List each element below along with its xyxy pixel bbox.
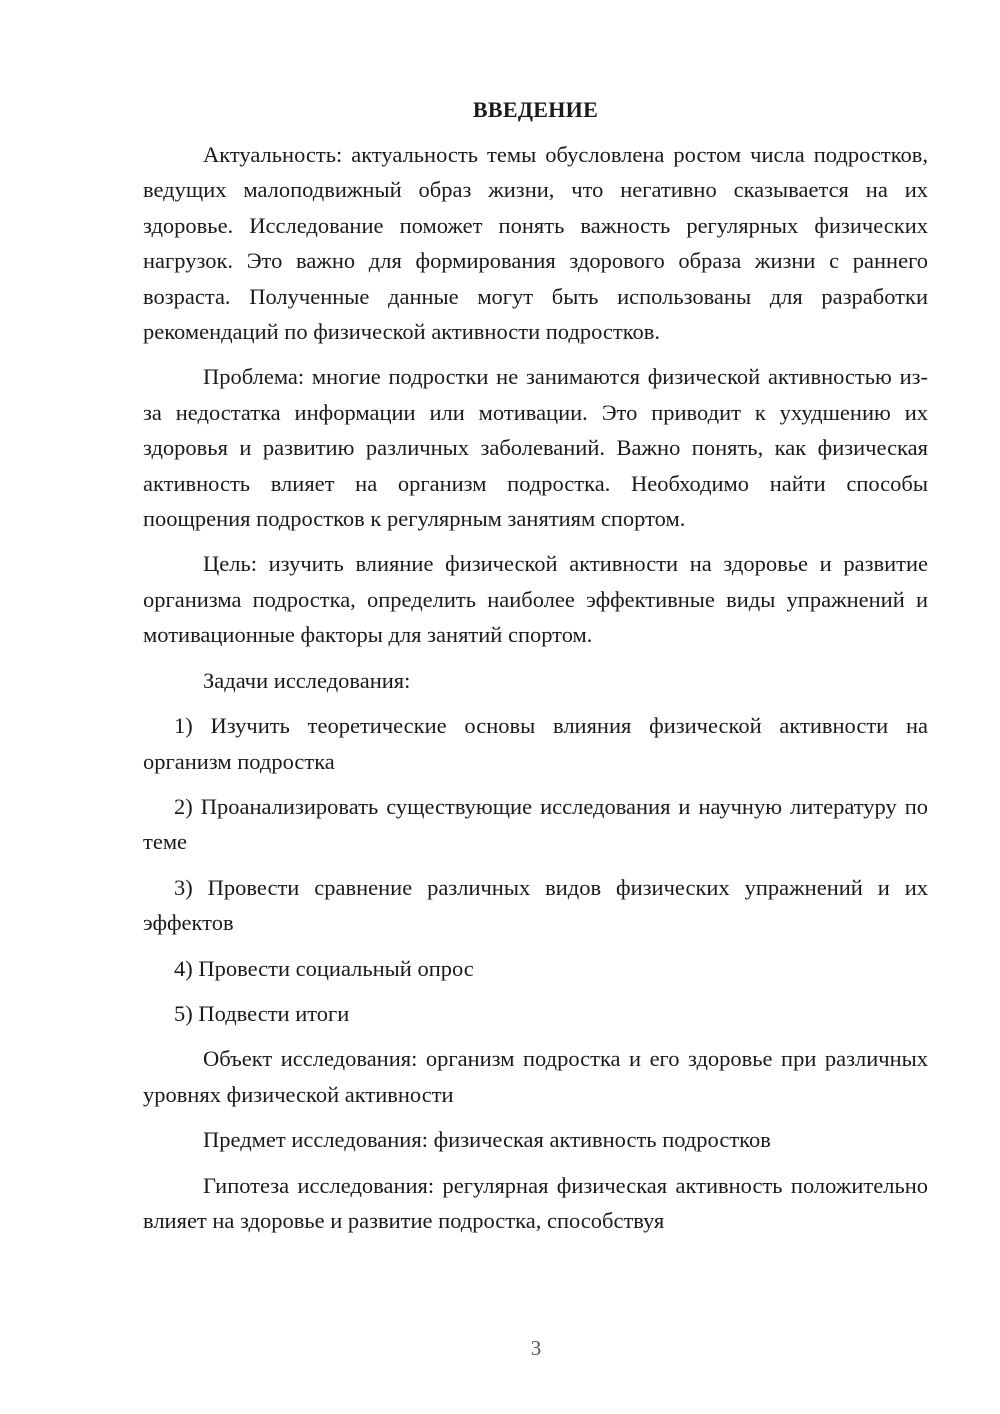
paragraph-goal: Цель: изучить влияние физической активности на здоровье и развитие организма подростка, определить наиболее эффективные виды упражнений и мотивационные факторы для занятий спортом. xyxy=(143,551,928,648)
paragraph-object: Объект исследования: организм подростка и его здоровье при различных уровнях физической активности xyxy=(143,1046,928,1107)
paragraph-problem: Проблема: многие подростки не занимаются физической активностью из-за недостатка информации или мотивации. Это приводит к ухудшению их здоровья и развитию различных заболеваний. Важно понять, как физическая активность влияет на организм подростка. Необходимо найти способы поощрения подростков к регулярным занятиям спортом. xyxy=(143,364,928,532)
page-number: 3 xyxy=(530,1336,542,1360)
paragraph-subject: Предмет исследования: физическая активность подростков xyxy=(203,1127,771,1153)
paragraph-tasks-heading: Задачи исследования: xyxy=(203,667,411,693)
task-item: 5) Подвести итоги xyxy=(174,1000,350,1026)
task-item: 1) Изучить теоретические основы влияния физической активности на организм подростка xyxy=(143,713,928,774)
section-heading: ВВЕДЕНИЕ xyxy=(472,97,599,122)
paragraph-hypothesis: Гипотеза исследования: регулярная физическая активность положительно влияет на здоровье и развитие подростка, способствуя xyxy=(143,1172,928,1233)
page-content xyxy=(143,92,928,1248)
paragraph-relevance: Актуальность: актуальность темы обусловлена ростом числа подростков, ведущих малоподвижный образ жизни, что негативно сказывается на их здоровье. Исследование поможет понять важность регулярных физических нагрузок. Это важно для формирования здорового образа жизни с раннего возраста. Полученные данные могут быть использованы для разработки рекомендаций по физической активности подростков. xyxy=(143,142,928,345)
task-item: 2) Проанализировать существующие исследования и научную литературу по теме xyxy=(143,793,928,855)
task-item: 4) Провести социальный опрос xyxy=(174,955,474,981)
task-item: 3) Провести сравнение различных видов физических упражнений и их эффектов xyxy=(143,874,928,936)
